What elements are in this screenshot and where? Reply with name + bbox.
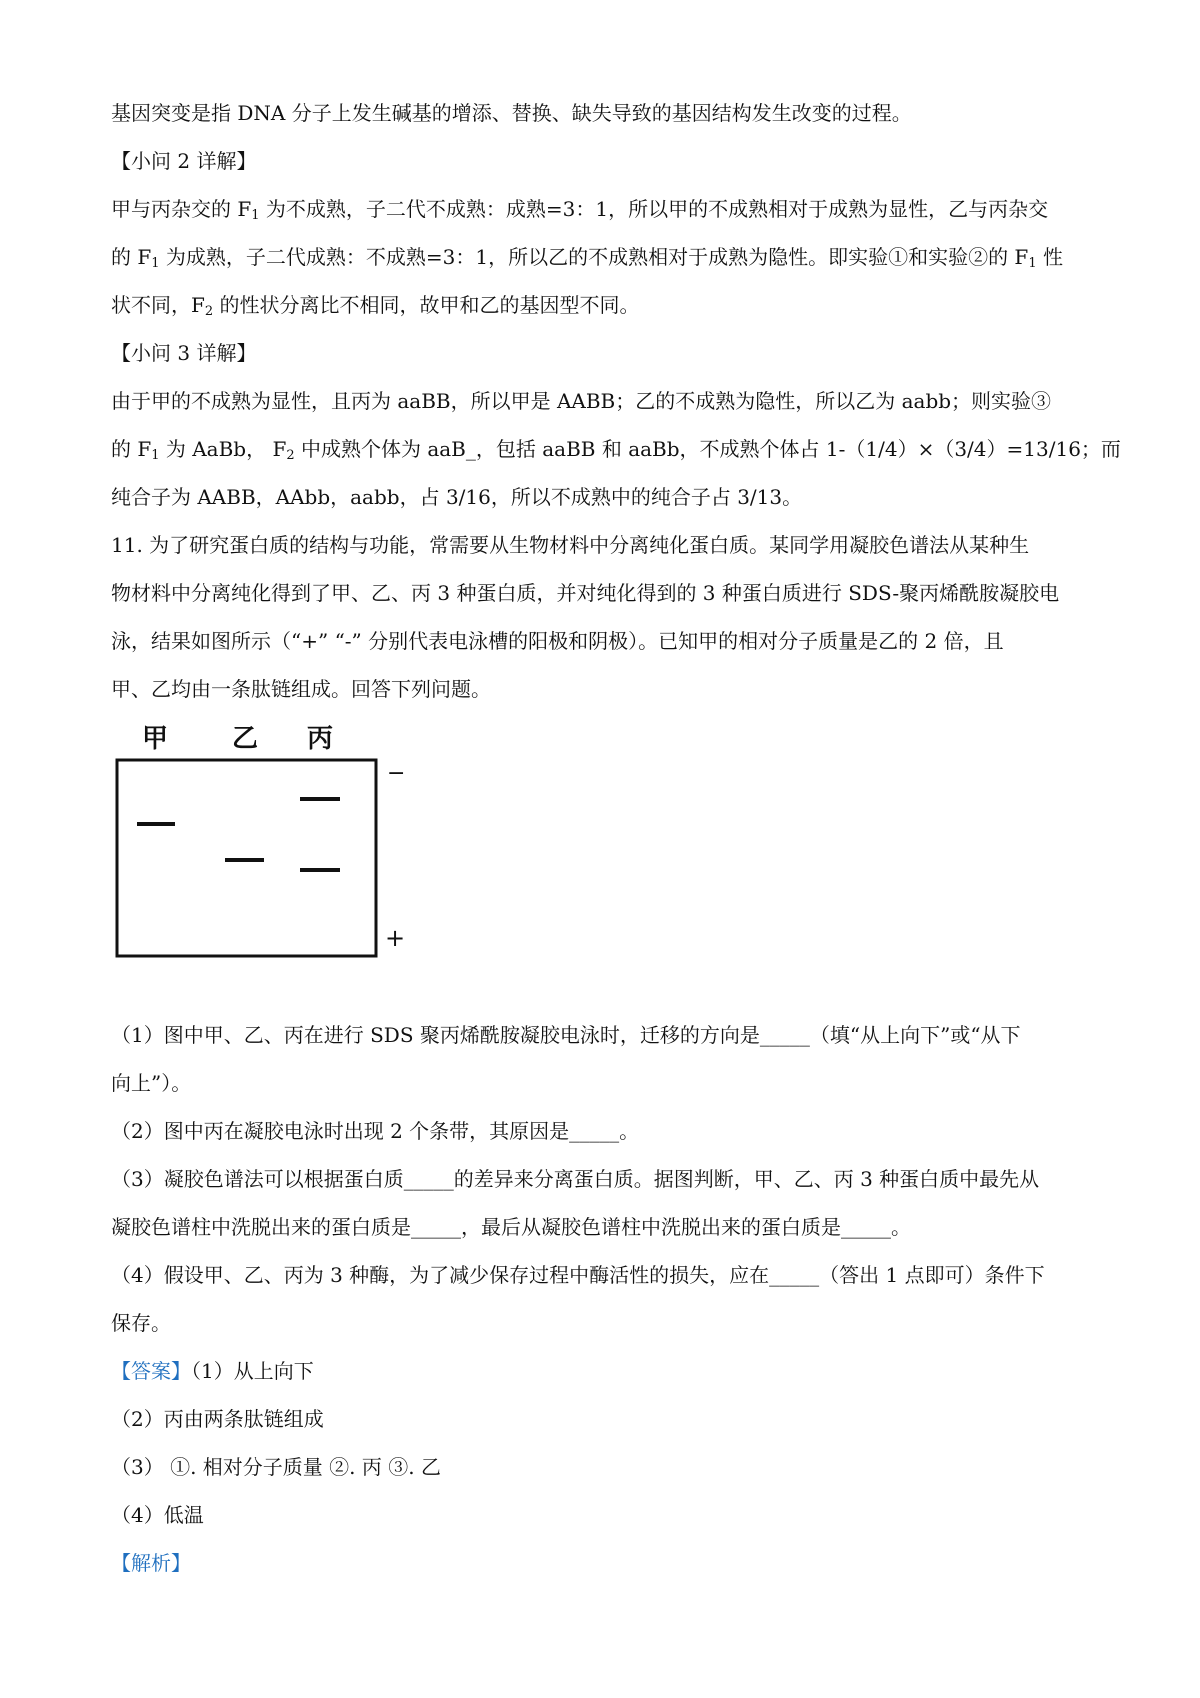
lane-label-jia: 甲 bbox=[141, 724, 169, 754]
anode-label: + bbox=[385, 924, 406, 952]
lane-label-bing: 丙 bbox=[306, 724, 334, 754]
cathode-label: − bbox=[387, 761, 406, 786]
electrophoresis-figure bbox=[111, 712, 411, 972]
answer-line: （3） ①. 相对分子质量 ②. 丙 ③. 乙 bbox=[111, 1455, 441, 1479]
subquestion-4: （4）假设甲、乙、丙为 3 种酶，为了减少保存过程中酶活性的损失，应在_____（答出 1 点即可）条件下 bbox=[111, 1263, 1045, 1287]
answer-line: （2）丙由两条肽链组成 bbox=[111, 1407, 324, 1431]
question-text: 11. 为了研究蛋白质的结构与功能，常需要从生物材料中分离纯化蛋白质。某同学用凝胶色谱法从某种生 bbox=[111, 533, 1030, 557]
explanation-line: 的 $F_1$ 为 AaBb， $F_2$ 中成熟个体为 aaB_，包括 aaBB 和 aaBb，不成熟个体占 1-（1/4）×（3/4）=13/16；而 bbox=[111, 437, 1121, 463]
subquestion-3: （3）凝胶色谱法可以根据蛋白质_____的差异来分离蛋白质。据图判断，甲、乙、丙 3 种蛋白质中最先从 bbox=[111, 1167, 1040, 1191]
answer-tag: 【答案】 bbox=[111, 1359, 191, 1383]
subquestion-1: 向上”）。 bbox=[111, 1071, 192, 1095]
subquestion-2: （2）图中丙在凝胶电泳时出现 2 个条带，其原因是_____。 bbox=[111, 1119, 640, 1143]
subquestion-4: 保存。 bbox=[111, 1311, 171, 1335]
subquestion-1: （1）图中甲、乙、丙在进行 SDS 聚丙烯酰胺凝胶电泳时，迁移的方向是_____（填“从上向下”或“从下 bbox=[111, 1023, 1021, 1047]
subquestion-3: 凝胶色谱柱中洗脱出来的蛋白质是_____，最后从凝胶色谱柱中洗脱出来的蛋白质是_____。 bbox=[111, 1215, 911, 1239]
question-text: 泳，结果如图所示（“+” “-” 分别代表电泳槽的阳极和阴极）。已知甲的相对分子质量是乙的 2 倍，且 bbox=[111, 629, 1004, 653]
explanation-line: 的 $F_1$ 为成熟，子二代成熟：不成熟=3：1，所以乙的不成熟相对于成熟为隐性。即实验①和实验②的 $F_1$ 性 bbox=[111, 245, 1063, 271]
explanation-line: 甲与丙杂交的 $F_1$ 为不成熟，子二代不成熟：成熟=3：1，所以甲的不成熟相对于成熟为显性，乙与丙杂交 bbox=[111, 197, 1049, 223]
lane-label-yi: 乙 bbox=[231, 724, 259, 754]
answer-line: （4）低温 bbox=[111, 1503, 204, 1527]
section-heading: 【小问 3 详解】 bbox=[111, 341, 257, 365]
explanation-line: 由于甲的不成熟为显性，且丙为 aaBB，所以甲是 AABB；乙的不成熟为隐性，所以乙为 aabb；则实验③ bbox=[111, 389, 1052, 413]
question-text: 甲、乙均由一条肽链组成。回答下列问题。 bbox=[111, 677, 491, 701]
explanation-line: 基因突变是指 DNA 分子上发生碱基的增添、替换、缺失导致的基因结构发生改变的过程。 bbox=[111, 101, 912, 125]
explanation-line: 纯合子为 AABB，AAbb，aabb，占 3/16，所以不成熟中的纯合子占 3/13。 bbox=[111, 485, 803, 509]
section-heading: 【小问 2 详解】 bbox=[111, 149, 257, 173]
explanation-line: 状不同，$F_2$ 的性状分离比不相同，故甲和乙的基因型不同。 bbox=[111, 293, 640, 319]
analysis-tag: 【解析】 bbox=[111, 1551, 191, 1575]
answer-line: 【答案】（1）从上向下 bbox=[111, 1359, 314, 1383]
question-text: 物材料中分离纯化得到了甲、乙、丙 3 种蛋白质，并对纯化得到的 3 种蛋白质进行 SDS-聚丙烯酰胺凝胶电 bbox=[111, 581, 1060, 605]
